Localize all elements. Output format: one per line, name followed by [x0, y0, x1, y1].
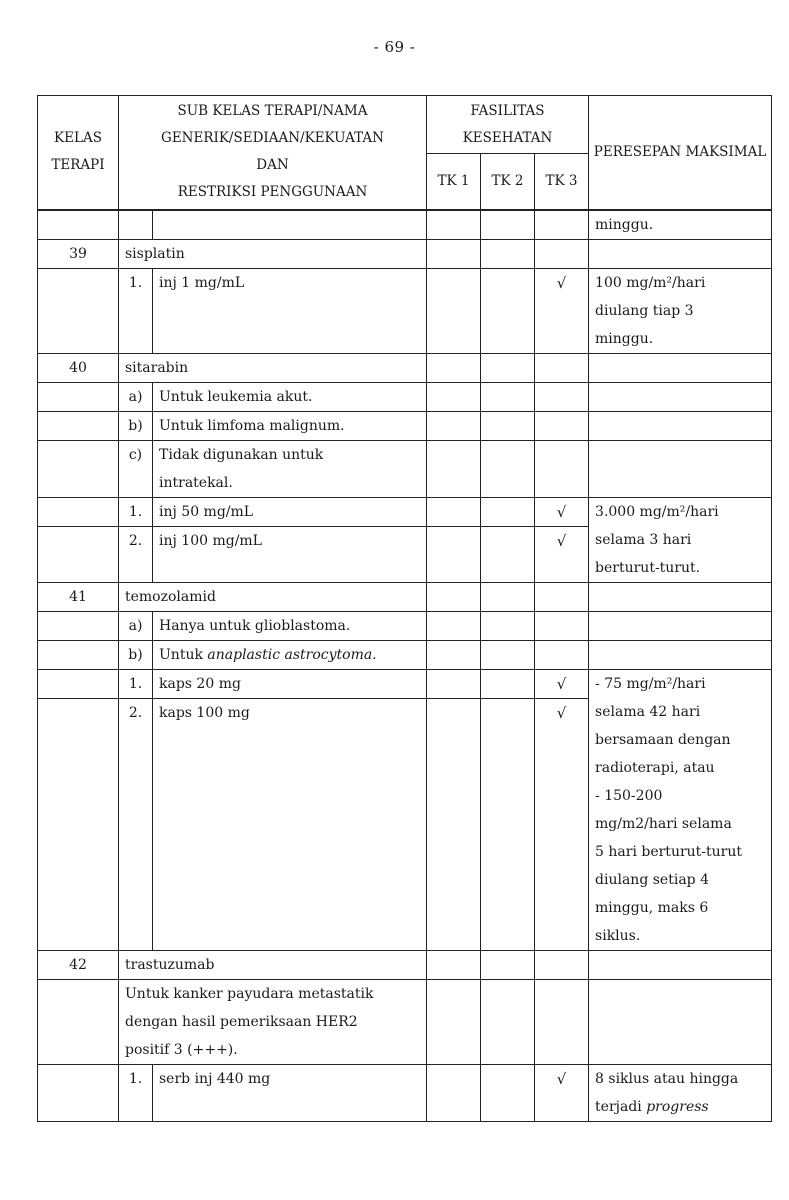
table-row-drug	[38, 582, 772, 611]
prescription-line: diulang tiap 3	[595, 302, 694, 319]
max-prescription	[589, 497, 772, 582]
restriction-letter: b)	[119, 411, 153, 440]
prescription-line: 3.000 mg/m²/hari	[595, 503, 719, 520]
prescription-line: radioterapi, atau	[595, 759, 715, 776]
tk3-check-mark: √	[535, 669, 589, 698]
restriction-text	[153, 440, 427, 497]
table-row-item	[38, 268, 772, 353]
header-tk3: TK 3	[535, 154, 589, 210]
header-sub-kelas-line3: DAN	[256, 157, 289, 174]
page-number: - 69 -	[373, 38, 416, 56]
header-kelas-terapi: KELAS TERAPI	[38, 96, 119, 210]
drug-number: 41	[38, 582, 119, 611]
prescription-line: selama 3 hari	[595, 531, 692, 548]
header-tk1: TK 1	[427, 154, 481, 210]
tk3-check-mark: √	[535, 268, 589, 353]
item-form: kaps 100 mg	[153, 698, 427, 950]
item-number: 1.	[119, 268, 153, 353]
restriction-text: Untuk leukemia akut.	[153, 382, 427, 411]
item-form: inj 50 mg/mL	[153, 497, 427, 526]
drug-name: sisplatin	[119, 239, 427, 268]
prescription-line: 8 siklus atau hingga	[595, 1070, 739, 1087]
header-peresepan: PERESEPAN MAKSIMAL	[589, 96, 772, 210]
cell-empty	[38, 210, 119, 240]
item-number: 2.	[119, 698, 153, 950]
cell-empty	[427, 210, 481, 240]
item-number: 2.	[119, 526, 153, 582]
prescription-line: 5 hari berturut-turut	[595, 843, 742, 860]
restriction-letter: a)	[119, 382, 153, 411]
table-row-drug	[38, 353, 772, 382]
item-form: kaps 20 mg	[153, 669, 427, 698]
drug-name: trastuzumab	[119, 950, 427, 979]
prescription-line: diulang setiap 4	[595, 871, 709, 888]
tk3-check-mark: √	[535, 1064, 589, 1121]
table-header	[38, 96, 772, 210]
restriction-line: intratekal.	[159, 474, 233, 491]
tk3-check-mark: √	[535, 698, 589, 950]
prescription-line: 100 mg/m²/hari	[595, 274, 706, 291]
prescription-line: - 75 mg/m²/hari	[595, 675, 706, 692]
drug-number: 42	[38, 950, 119, 979]
restriction-text-prefix: Untuk	[159, 646, 208, 663]
table-row-restriction	[38, 979, 772, 1064]
drug-name: sitarabin	[119, 353, 427, 382]
header-fasilitas: FASILITAS KESEHATAN	[427, 96, 589, 154]
restriction-text	[119, 979, 427, 1064]
restriction-line: Tidak digunakan untuk	[159, 446, 324, 463]
table-row-restriction	[38, 611, 772, 640]
item-form: inj 100 mg/mL	[153, 526, 427, 582]
restriction-letter: a)	[119, 611, 153, 640]
restriction-line: Untuk kanker payudara metastatik	[125, 985, 374, 1002]
restriction-letter: b)	[119, 640, 153, 669]
prescription-continuation: minggu.	[589, 210, 772, 240]
item-number: 1.	[119, 669, 153, 698]
item-number: 1.	[119, 497, 153, 526]
prescription-line: minggu, maks 6	[595, 899, 709, 916]
item-form: serb inj 440 mg	[153, 1064, 427, 1121]
table-row-restriction	[38, 640, 772, 669]
header-tk2: TK 2	[481, 154, 535, 210]
restriction-text	[153, 640, 427, 669]
cell-empty	[119, 210, 153, 240]
header-sub-kelas	[119, 96, 427, 210]
prescription-italic: progress	[646, 1098, 709, 1115]
max-prescription	[589, 669, 772, 950]
prescription-line: terjadi	[595, 1098, 647, 1115]
item-number: 1.	[119, 1064, 153, 1121]
table-row-item	[38, 669, 772, 698]
cell-empty	[481, 210, 535, 240]
table-row-drug	[38, 950, 772, 979]
prescription-line: selama 42 hari	[595, 703, 701, 720]
table-row-item	[38, 1064, 772, 1121]
restriction-text: Hanya untuk glioblastoma.	[153, 611, 427, 640]
prescription-line: mg/m2/hari selama	[595, 815, 732, 832]
header-sub-kelas-line1: SUB KELAS TERAPI/NAMA	[177, 103, 368, 120]
drug-number: 39	[38, 239, 119, 268]
header-sub-kelas-line2: GENERIK/SEDIAAN/KEKUATAN	[161, 130, 384, 147]
restriction-line: positif 3 (+++).	[125, 1041, 238, 1058]
table-row-restriction	[38, 440, 772, 497]
table-row-continuation	[38, 210, 772, 240]
tk3-check-mark: √	[535, 526, 589, 582]
table-row-drug	[38, 239, 772, 268]
header-sub-kelas-line4: RESTRIKSI PENGGUNAAN	[177, 184, 368, 201]
tk3-check-mark: √	[535, 497, 589, 526]
table-row-restriction	[38, 382, 772, 411]
drug-number: 40	[38, 353, 119, 382]
prescription-line: - 150-200	[595, 787, 663, 804]
item-form: inj 1 mg/mL	[153, 268, 427, 353]
cell-empty	[153, 210, 427, 240]
restriction-letter: c)	[119, 440, 153, 497]
drug-name: temozolamid	[119, 582, 427, 611]
table-row-item	[38, 497, 772, 526]
restriction-text-italic: anaplastic astrocytoma.	[207, 646, 377, 663]
formulary-table	[37, 95, 772, 1122]
prescription-line: siklus.	[595, 927, 641, 944]
prescription-line: minggu.	[595, 330, 654, 347]
prescription-line: berturut-turut.	[595, 559, 701, 576]
restriction-text: Untuk limfoma malignum.	[153, 411, 427, 440]
max-prescription	[589, 1064, 772, 1121]
table-row-restriction	[38, 411, 772, 440]
restriction-line: dengan hasil pemeriksaan HER2	[125, 1013, 358, 1030]
max-prescription	[589, 268, 772, 353]
prescription-line: bersamaan dengan	[595, 731, 731, 748]
cell-empty	[535, 210, 589, 240]
